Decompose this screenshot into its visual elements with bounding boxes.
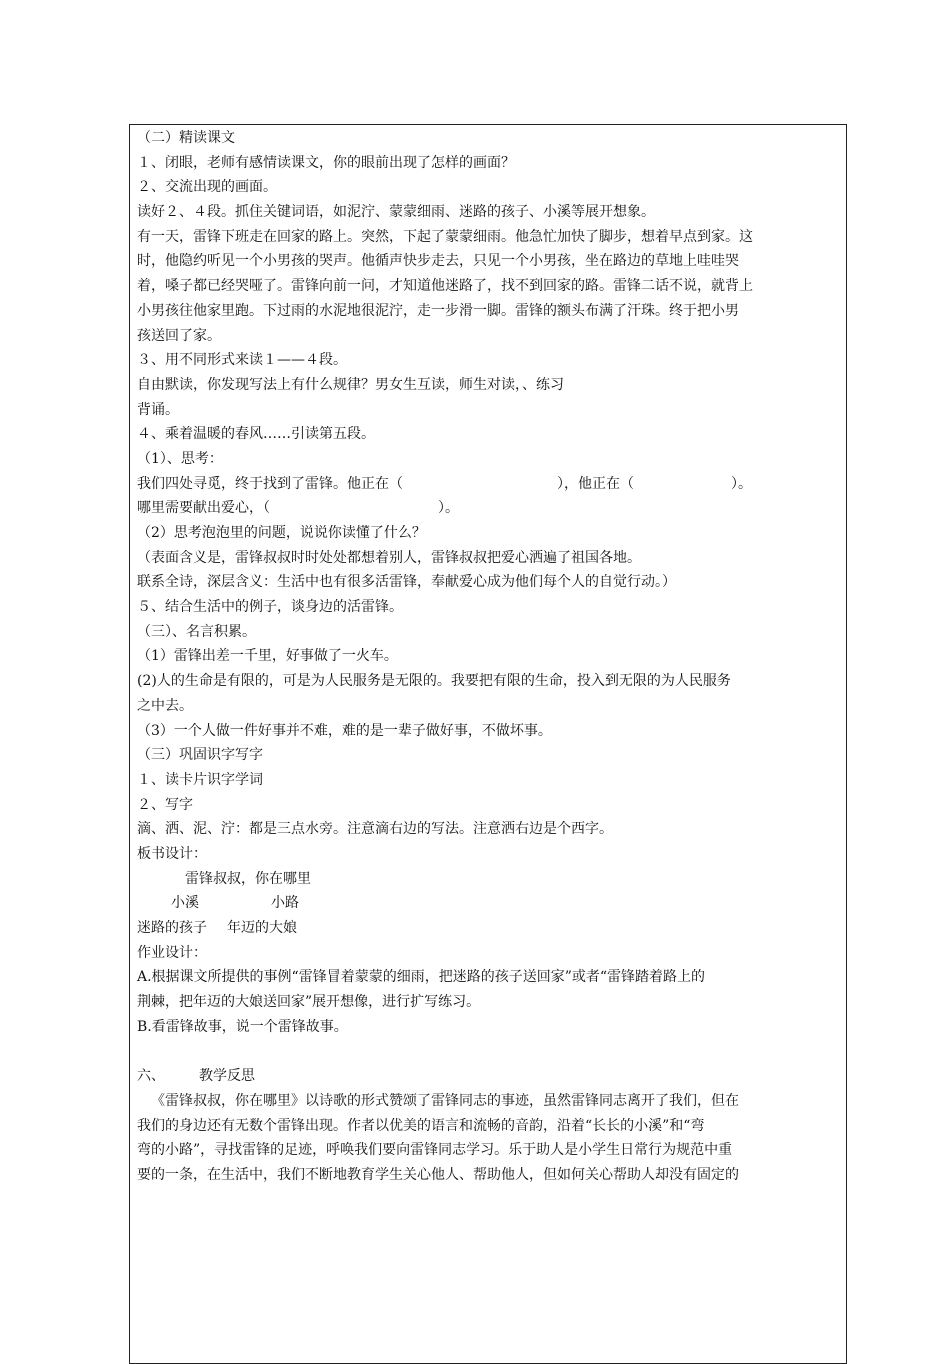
board-design-title: 雷锋叔叔，你在哪里 xyxy=(185,870,311,887)
text-line: ５、结合生活中的例子，谈身边的活雷锋。 xyxy=(137,599,403,616)
text-line: 孩送回了家。 xyxy=(137,327,221,344)
text-line: 背诵。 xyxy=(137,401,179,418)
text-line: 要的一条，在生活中，我们不断地教育学生关心他人、帮助他人，但如何关心帮助人却没有固定的 xyxy=(137,1166,739,1183)
fill-blank-line xyxy=(137,496,842,521)
text-segment: 哪里需要献出爱心，（ xyxy=(137,500,270,517)
board-item: 迷路的孩子 xyxy=(137,920,207,936)
section-number: 六、 xyxy=(137,1068,165,1085)
text-line: （1）雷锋出差一千里，好事做了一火车。 xyxy=(137,648,398,665)
text-line: ４、乘着温暖的春风……引读第五段。 xyxy=(137,426,375,443)
text-segment: 我们四处寻觅，终于找到了雷锋。他正在（ xyxy=(137,475,403,492)
text-segment: ）。 xyxy=(731,475,752,492)
text-line: 荆棘，把年迈的大娘送回家”展开想像，进行扩写练习。 xyxy=(137,994,481,1011)
document-body xyxy=(137,126,842,1188)
text-line: 有一天，雷锋下班走在回家的路上。突然，下起了蒙蒙细雨。他急忙加快了脚步，想着早点到家。这 xyxy=(137,228,753,245)
text-line: 着，嗓子都已经哭哑了。雷锋向前一问，才知道他迷路了，找不到回家的路。雷锋二话不说，就背上 xyxy=(137,278,753,295)
blank-line xyxy=(137,1039,842,1064)
text-line: 自由默读，你发现写法上有什么规律？男女生互读，师生对读，、练习 xyxy=(137,376,564,393)
text-line: （2）思考泡泡里的问题，说说你读懂了什么？ xyxy=(137,525,426,541)
board-item: 小路 xyxy=(271,895,299,912)
board-design-row xyxy=(137,891,842,916)
text-line: （三）、名言积累。 xyxy=(137,623,256,640)
text-line: A.根据课文所提供的事例“雷锋冒着蒙蒙的细雨，把迷路的孩子送回家”或者“雷锋踏着路上的 xyxy=(137,969,706,986)
section-heading xyxy=(137,1064,842,1089)
board-item: 小溪 xyxy=(171,895,199,912)
board-item: 年迈的大娘 xyxy=(227,920,297,936)
text-line: 弯的小路”，寻找雷锋的足迹，呼唤我们要向雷锋同志学习。乐于助人是小学生日常行为规范中重 xyxy=(137,1142,733,1159)
text-line: 联系全诗，深层含义：生活中也有很多活雷锋，奉献爱心成为他们每个人的自觉行动。） xyxy=(137,574,676,591)
text-line: 滴、洒、泥、泞：都是三点水旁。注意滴右边的写法。注意洒右边是个西字。 xyxy=(137,821,613,838)
text-line: 之中去。 xyxy=(137,697,193,714)
text-line: （表面含义是，雷锋叔叔时时处处都想着别人，雷锋叔叔把爱心洒遍了祖国各地。 xyxy=(137,549,641,566)
text-line: １、读卡片识字学词 xyxy=(137,771,263,788)
fill-blank-line xyxy=(137,472,842,497)
text-line: ２、写字 xyxy=(137,796,193,813)
text-segment: ），他正在（ xyxy=(557,475,634,492)
text-line: 读好２、４段。抓住关键词语，如泥泞、蒙蒙细雨、迷路的孩子、小溪等展开想象。 xyxy=(137,204,655,221)
text-line: B.看雷锋故事，说一个雷锋故事。 xyxy=(137,1018,348,1035)
text-line: ３、用不同形式来读１——４段。 xyxy=(137,352,347,369)
text-line: 板书设计： xyxy=(137,845,207,862)
text-line: ２、交流出现的画面。 xyxy=(137,179,277,196)
section-heading: （二）精读课文 xyxy=(137,130,235,146)
text-line: 时，他隐约听见一个小男孩的哭声。他循声快步走去，只见一个小男孩，坐在路边的草地上哇哇哭 xyxy=(137,253,739,270)
text-line: （3）一个人做一件好事并不难，难的是一辈子做好事，不做坏事。 xyxy=(137,722,552,739)
text-line: １、闭眼，老师有感情读课文，你的眼前出现了怎样的画面？ xyxy=(137,154,515,171)
text-line: 我们的身边还有无数个雷锋出现。作者以优美的语言和流畅的音韵，沿着“长长的小溪”和“弯 xyxy=(137,1117,705,1134)
section-title: 教学反思 xyxy=(199,1068,255,1085)
text-line: 小男孩往他家里跑。下过雨的水泥地很泥泞，走一步滑一脚。雷锋的额头布满了汗珠。终于把小男 xyxy=(137,302,739,319)
text-line: 作业设计： xyxy=(137,944,207,961)
text-line: （1）、思考： xyxy=(137,450,223,467)
text-line: （三）巩固识字写字 xyxy=(137,747,263,764)
board-design-row xyxy=(137,916,842,941)
text-line: (2)人的生命是有限的，可是为人民服务是无限的。我要把有限的生命，投入到无限的为人民服务 xyxy=(137,673,731,690)
text-line: 《雷锋叔叔，你在哪里》以诗歌的形式赞颂了雷锋同志的事迹，虽然雷锋同志离开了我们，但在 xyxy=(151,1092,739,1109)
text-segment: ）。 xyxy=(438,500,459,517)
